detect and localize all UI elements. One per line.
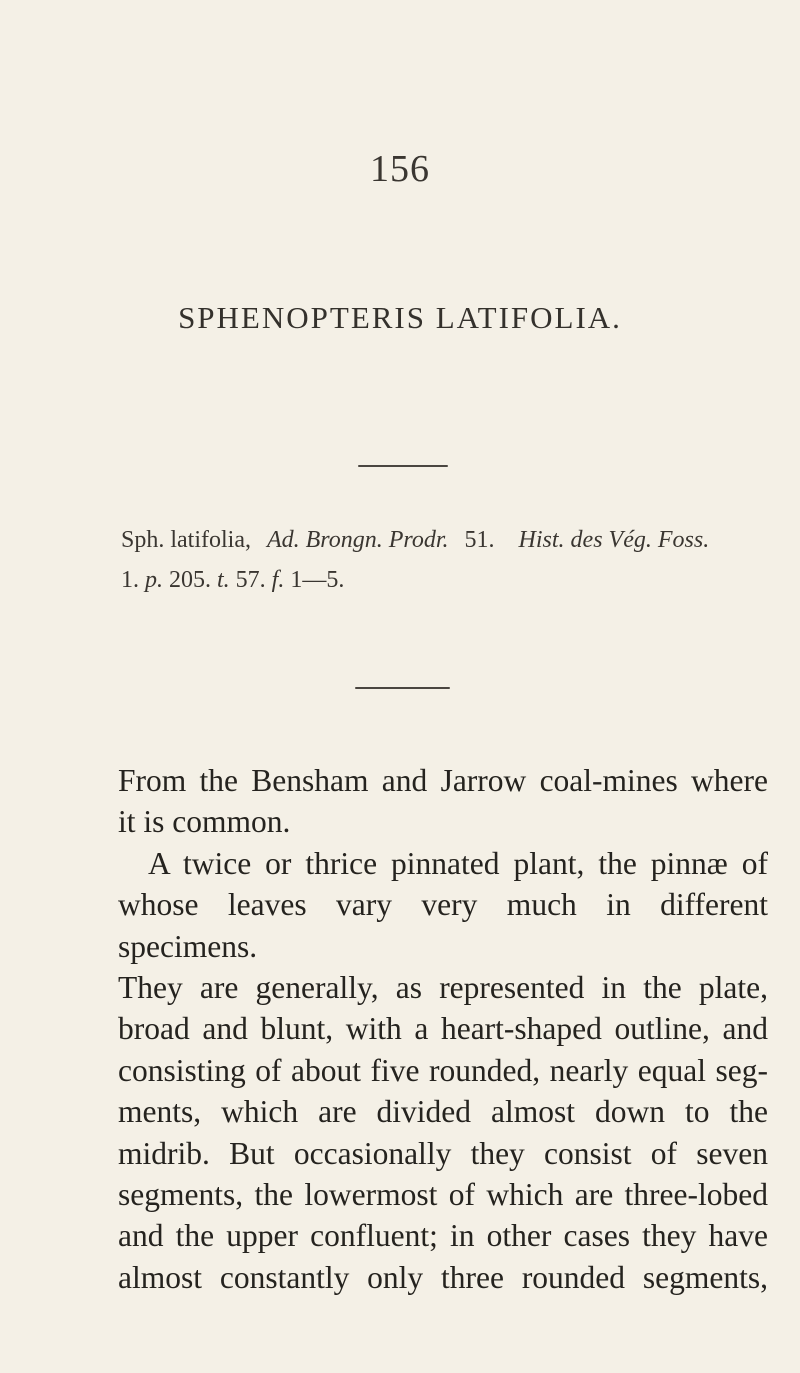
synonym-line-1 (0, 527, 800, 554)
body-line: From the Bensham and Jarrow coal-mines where (118, 763, 768, 798)
synonym-page-ref: 51. (464, 527, 495, 553)
body-line: whose leaves vary very much in different specimens. (118, 887, 768, 964)
body-line: A twice or thrice pinnated plant, the pinnæ of (148, 845, 768, 881)
page-number: 156 (370, 148, 430, 190)
synonym-p-label: p. (145, 567, 163, 593)
synonym-t-val: 57. (235, 567, 266, 593)
synonym-name: Sph. latifolia, (121, 527, 251, 553)
body-line: ments, which are divided almost down to the (118, 1094, 768, 1130)
body-line: segments, the lowermost of which are three-lobed (118, 1177, 768, 1213)
body-line: it is common. (118, 804, 291, 840)
synonym-p-val: 205. (169, 567, 211, 593)
synonym-vol: 1. (121, 567, 139, 593)
body-line: broad and blunt, with a heart-shaped outline, and (118, 1011, 768, 1047)
body-line: almost constantly only three rounded segments, (118, 1259, 768, 1295)
title-divider (358, 465, 448, 467)
synonym-line-2 (0, 567, 800, 594)
body-line: They are generally, as represented in the plate, (118, 970, 768, 1006)
body-line: and the upper confluent; in other cases they have (118, 1218, 768, 1254)
body-line: consisting of about five rounded, nearly equal seg- (118, 1052, 768, 1088)
synonym-f-val: 1—5. (290, 567, 345, 593)
body-line: midrib. But occasionally they consist of seven (118, 1135, 768, 1171)
synonym-f-label: f. (271, 567, 285, 593)
section-divider (355, 687, 450, 689)
description-body (118, 760, 768, 1298)
synonym-authority: Ad. Brongn. Prodr. (266, 527, 449, 553)
synonym-work: Hist. des Vég. Foss. (518, 527, 710, 553)
species-title: SPHENOPTERIS LATIFOLIA. (178, 300, 622, 335)
synonym-t-label: t. (217, 567, 230, 593)
